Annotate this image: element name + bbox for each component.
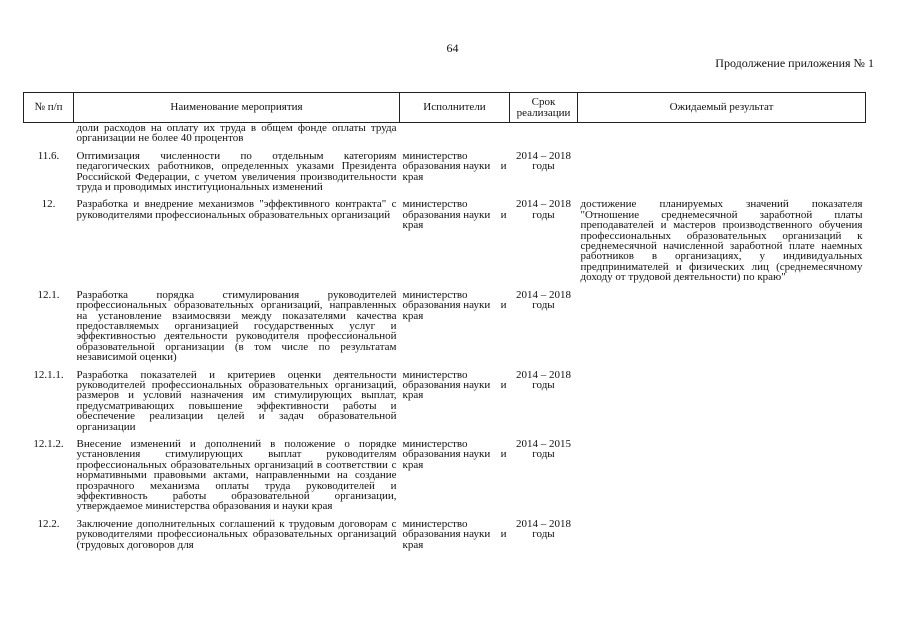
row-executors-cell [400,123,510,151]
row-executors: министерство образования науки края [402,288,491,322]
row-executors-and: и [500,528,507,541]
row-number [24,123,74,151]
row-result: достижение планируемых значений показателя "Отношение среднемесячной заработной платы преподавателей и мастеров производственного обучения профессиональных образовательных организаций к среднемесячной начисленной заработной плате наемных работников в организациях, у индивидуальных предпринимателей и физических лиц (среднемесячному доходу от трудовой деятельности) по краю" [580,198,863,284]
row-executors-cell [400,199,510,289]
row-measure: Разработка и внедрение механизмов "эффективного контракта" с руководителями профессиональных образовательных организаций [76,198,397,221]
table-row [24,439,866,519]
header-name: Наименование мероприятия [74,93,400,123]
row-term [510,123,578,151]
table-row [24,519,866,550]
row-number: 12.1.1. [33,368,64,381]
row-term: 2014 – 2018 годы [516,149,571,173]
row-executors-cell [400,151,510,200]
row-measure: Заключение дополнительных соглашений к трудовым договорам с руководителями профессиональных образовательных организаций (трудовых договоров для [76,517,397,551]
row-term: 2014 – 2018 годы [516,198,571,221]
table-row [24,123,866,151]
row-result [578,370,866,439]
row-executors: министерство образования науки края [402,437,491,471]
row-executors-cell [400,370,510,439]
row-result [578,519,866,550]
row-result [578,123,866,151]
row-term: 2014 – 2018 годы [516,517,571,541]
row-measure: Разработка порядка стимулирования руководителей профессиональных образовательных организаций, направленных на установление взаимосвязи между показателями качества предоставляемых организацией государственных услуг и эффективностью деятельности руководителя профессиональной образовательной организации (в том числе по результатам независимой оценки) [76,288,397,364]
row-number: 12.2. [37,517,60,530]
row-executors-and: и [500,208,507,221]
row-measure: доли расходов на оплату их труда в общем фонде оплаты труда организации не более 40 процентов [76,122,397,145]
header-result: Ожидаемый результат [578,93,866,123]
row-executors-and: и [500,378,507,391]
row-executors-and: и [500,448,507,461]
header-term: Срок реализации [510,93,578,123]
table-row [24,199,866,289]
row-result [578,290,866,370]
row-result [578,439,866,519]
row-number: 12.1. [37,288,60,301]
row-executors-cell [400,439,510,519]
header-executors: Исполнители [400,93,510,123]
row-executors-cell [400,519,510,550]
row-term: 2014 – 2018 годы [516,288,571,312]
table-row [24,290,866,370]
header-num: № п/п [24,93,74,123]
row-term: 2014 – 2018 годы [516,368,571,391]
row-executors: министерство образования науки края [402,149,491,183]
row-number: 12. [41,198,56,211]
row-executors: министерство образования науки края [402,198,491,232]
row-measure: Оптимизация численности по отдельным категориям педагогических работников, определенных указами Президента Российской Федерации, с учетом увеличения производительности труда и проводимых институциональных изменений [76,149,397,194]
row-measure: Внесение изменений и дополнений в положение о порядке установления стимулирующих выплат руководителям профессиональных образовательных организаций в соответствии с нормативными правовыми актами, направленными на создание прозрачного механизма оплаты труда руководителей и эффективность работы образовательной организации, утверждаемое министерства образования и науки края [76,437,397,513]
row-executors: министерство образования науки края [402,368,491,402]
row-executors-cell [400,290,510,370]
appendix-continuation-label: Продолжение приложения № 1 [715,56,874,70]
table-header-row [24,93,866,123]
row-measure: Разработка показателей и критериев оценки деятельности руководителей профессиональных образовательных организаций, размеров и условий назначения им стимулирующих выплат, предусматривающих повышение эффективности работы и обеспечение реализации целей и задач образовательной организации [76,368,397,433]
row-term: 2014 – 2015 годы [516,437,571,461]
row-number: 12.1.2. [33,437,64,450]
row-result [578,151,866,200]
table-row [24,151,866,200]
table-row [24,370,866,439]
row-number: 11.6. [37,149,60,162]
row-executors-and: и [500,299,507,312]
row-executors-and: и [500,160,507,173]
measures-table [23,92,866,550]
page-number: 64 [446,41,459,55]
row-executors: министерство образования науки края [402,517,491,551]
